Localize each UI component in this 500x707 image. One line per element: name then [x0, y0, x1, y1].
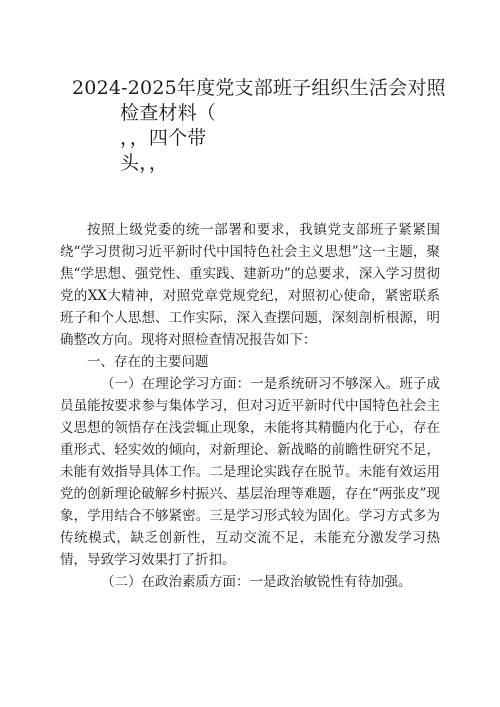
problem-item-theory: （一）在理论学习方面：一是系统研习不够深入。班子成员虽能按要求参与集体学习，但对习近平新时代中国特色社会主义思想的领悟存在浅尝辄止现象，未能将其精髓内化于心，存在重形式、轻实效的倾向，对新理论、新战略的前瞻性研究不足，未能有效指导具体工作。二是理论实践存在脱节。未能有效运用党的创新理论破解乡村振兴、基层治理等难题，存在“两张皮”现象，学用结合不够紧密。三是学习形式较为固化。学习方式多为传统模式，缺乏创新性，互动交流不足，未能充分激发学习热情，导致学习效果打了折扣。 [60, 376, 440, 568]
document-title [72, 76, 446, 175]
title-line-4: 头，， [120, 152, 169, 174]
problem-item-politics: （二）在政治素质方面：一是政治敏锐性有待加强。 [101, 574, 412, 590]
intro-paragraph: 按照上级党委的统一部署和要求，我镇党支部班子紧紧围绕“学习贯彻习近平新时代中国特色社会主义思想”这一主题，聚焦“学思想、强党性、重实践、建新功”的总要求，深入学习贯彻党的XX大精神，对照党章党规党纪，对照初心使命，紧密联系班子和个人思想、工作实际，深入查摆问题，深刻剖析根源，明确整改方向。现将对照检查情况报告如下： [60, 222, 440, 348]
title-line-1: 2024-2025年度党支部班子组织生活会对照 [72, 77, 446, 99]
title-line-3: ，，四个带 [120, 127, 207, 149]
title-line-2: 检查材料（ [120, 102, 217, 124]
section-heading: 一、存在的主要问题 [87, 354, 209, 370]
document-body [60, 219, 440, 593]
